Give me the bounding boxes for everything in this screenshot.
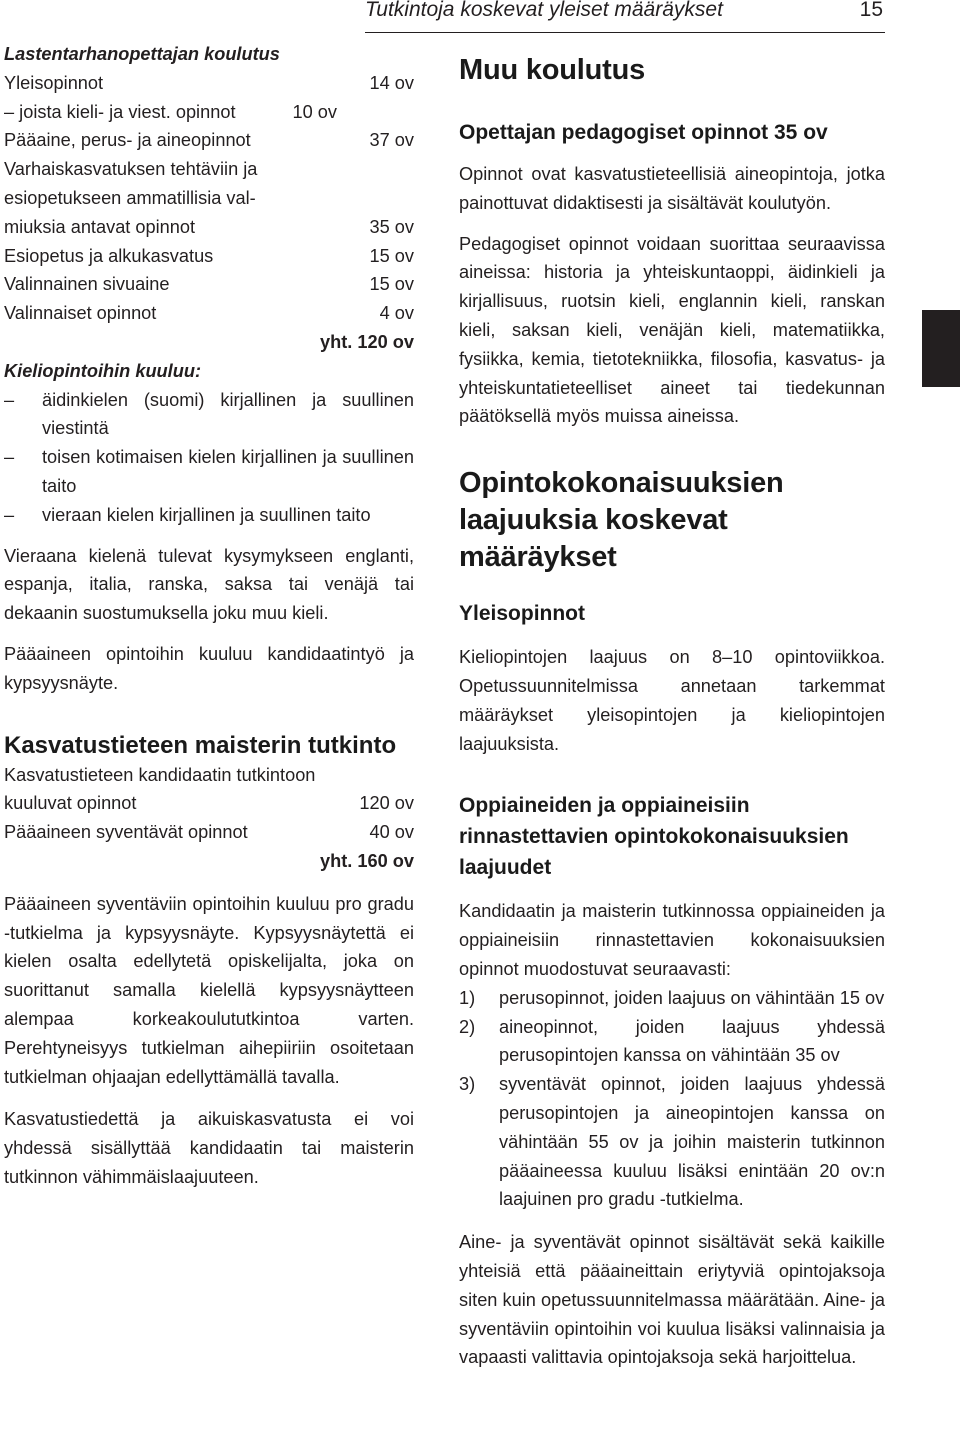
subjects-heading: Oppiaineiden ja oppiaineisiin rinnastettavien opintokokonaisuuksien laajuudet [459,794,849,880]
paragraph: Vieraana kielenä tulevat kysymykseen englanti, espanja, italia, ranska, saksa tai venäjä tai dekaanin suostumuksella joku muu kieli. [4,545,414,624]
paragraph: Opinnot ovat kasvatustieteellisiä aineopintoja, jotka painottuvat didaktisesti ja sisältävät koulutyön. [459,164,885,213]
list-item: – äidinkielen (suomi) kirjallinen ja suullinen viestintä [4,389,414,439]
page-number: 15 [859,0,883,21]
paragraph: Pääaineen opintoihin kuuluu kandidaatintyö ja kypsyysnäyte. [4,643,414,693]
credit-label: kuuluvat opinnot [4,793,137,814]
credit-value: 40 ov [369,822,414,843]
list-item: 1) perusopinnot, joiden laajuus on vähintään 15 ov [459,987,885,1008]
credit-label: Valinnaiset opinnot [4,303,157,324]
credit-value: 15 ov [369,245,414,266]
credit-label: – joista kieli- ja viest. opinnot [4,101,236,122]
paragraph: Aine- ja syventävät opinnot sisältävät sekä kaikille yhteisiä että pääaineittain eriytyviä opintojaksoja siten kuin opetussuunnitelmassa määrätään. Aine- ja syventäviin opintoihin voi kuulua lisäksi valinnaisia ja vapaasti valittavia opintojaksoja sekä harjoittelua. [459,1232,885,1368]
credit-label: Pääaineen syventävät opinnot [4,822,248,843]
paragraph: Kandidaatin ja maisterin tutkinnossa oppiaineiden ja oppiaineisiin rinnastettavien kokonaisuuksien opinnot muodostuvat seuraavasti: [459,901,885,979]
credit-row-wrapped [4,155,414,241]
right-column [459,52,885,1372]
header-title: Tutkintoja koskevat yleiset määräykset [365,0,723,21]
paragraph: Kasvatustiedettä ja aikuiskasvatusta ei voi yhdessä sisällyttää kandidaatin tai maisterin tutkinnon vähimmäislaajuuteen. [4,1109,414,1187]
credit-row [4,789,414,818]
credit-total: yht. 160 ov [319,850,414,871]
list-item: 3) syventävät opinnot, joiden laajuus yhdessä perusopintojen ja aineopintojen kanssa on vähintään 55 ov ja joihin maisterin tutkinnon pääaineessa kuuluu lisäksi enintään 20 ov:n laajuinen pro gradu -tutkielma. [459,1074,885,1210]
credit-value: 15 ov [369,274,414,295]
credit-total: yht. 120 ov [319,331,414,352]
masters-intro: Kasvatustieteen kandidaatin tutkintoon [4,764,316,785]
credit-value: 35 ov [369,216,414,237]
credit-value: 14 ov [369,72,414,93]
pedagogical-heading: Opettajan pedagogiset opinnot 35 ov [459,121,828,144]
credit-row [4,299,414,328]
credit-value: 4 ov [379,303,414,324]
kindergarten-heading: Lastentarhanopettajan koulutus [4,44,280,64]
list-item: – vieraan kielen kirjallinen ja suullinen taito [4,504,371,525]
section-tab-marker [922,310,960,387]
general-studies-heading: Yleisopinnot [459,602,585,626]
running-header [365,0,885,33]
left-column [4,40,414,1192]
credit-label: Esiopetus ja alkukasvatus [4,245,214,266]
credit-value: 120 ov [359,793,414,814]
credit-row [4,270,414,299]
masters-heading: Kasvatustieteen maisterin tutkinto [4,731,397,759]
paragraph: Pääaineen syventäviin opintoihin kuuluu pro gradu -tutkielma ja kypsyysnäyte. Kypsyysnäytettä ei kielen osalta edellytetä opiskelijalta, joka on suorittanut samalla kielellä kypsyysnäytteen alempaa korkeakoulututkintoa varten. Perehtyneisyys tutkielman aihepiiriin osoitetaan tutkielman ohjaajan edellyttämällä tavalla. [4,893,414,1087]
list-item: – toisen kotimaisen kielen kirjallinen ja suullinen taito [4,447,414,496]
credit-row [4,818,414,847]
credit-label: Valinnainen sivuaine [4,274,170,295]
paragraph: Pedagogiset opinnot voidaan suorittaa seuraavissa aineissa: historia ja yhteiskuntaoppi, äidinkieli ja kirjallisuus, ruotsin kieli, englannin kieli, ranskan kieli, saksan kieli, venäjän kieli, matematiikka, fysiikka, kemia, tietotekniikka, filosofia, kasvatus- ja yhteiskuntatieteelliset aineet tai tiedekunnan päätöksellä myös muissa aineissa. [459,233,885,427]
scope-heading: Opintokokonaisuuksien laajuuksia koskevat määräykset [459,467,784,574]
credit-row [4,242,414,271]
credit-row [4,98,414,127]
credit-value: 10 ov [292,101,337,122]
credit-row [4,126,414,155]
credit-row [4,69,414,98]
other-training-heading: Muu koulutus [459,54,646,86]
credit-label: Varhaiskasvatuksen tehtäviin ja esiopetukseen ammatillisia val- miuksia antavat opinnot [4,159,258,237]
paragraph: Kieliopintojen laajuus on 8–10 opintoviikkoa. Opetussuunnitelmissa annetaan tarkemmat määräykset yleisopintojen ja kieliopintojen laajuuksista. [459,647,885,754]
credit-value: 37 ov [369,130,414,151]
credit-label: Yleisopinnot [4,72,104,93]
credit-label: Pääaine, perus- ja aineopinnot [4,130,251,151]
language-studies-heading: Kieliopintoihin kuuluu: [4,360,201,381]
list-item: 2) aineopinnot, joiden laajuus yhdessä perusopintojen kanssa on vähintään 35 ov [459,1016,885,1066]
